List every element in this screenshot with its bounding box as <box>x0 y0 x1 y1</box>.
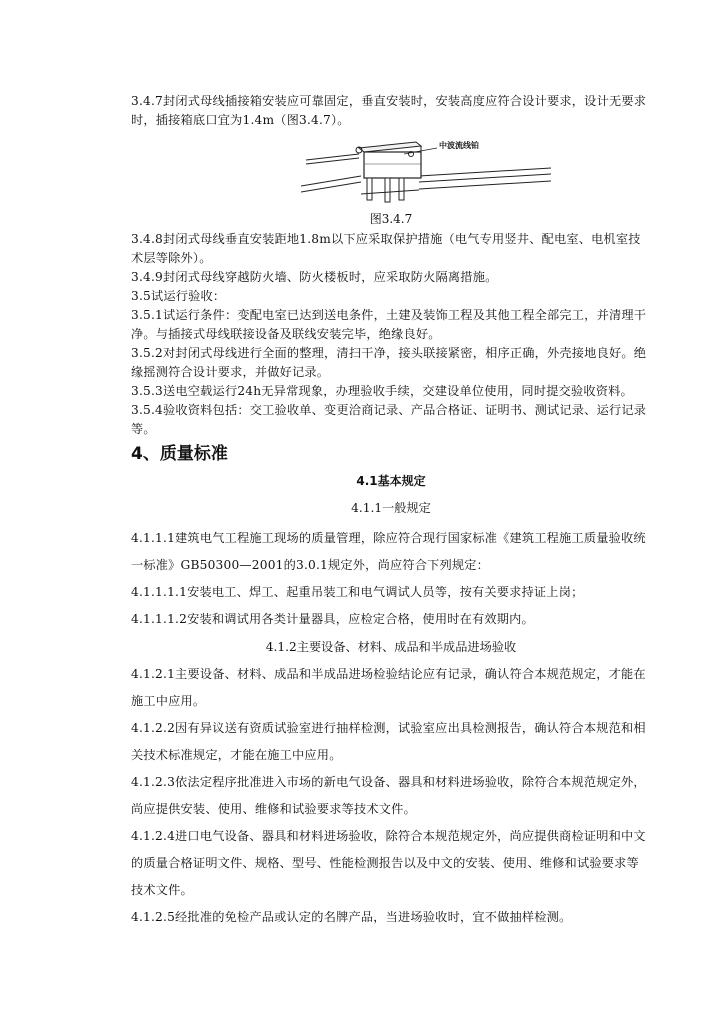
paragraph-4-1-1-1-1: 4.1.1.1.1安装电工、焊工、起重吊装工和电气调试人员等，按有关要求持证上岗； <box>131 585 584 599</box>
paragraph-3-4-7: 3.4.7封闭式母线插接箱安装应可靠固定，垂直安装时，安装高度应符合设计要求，设计无要求时，插接箱底口宜为1.4m（图3.4.7）。 <box>131 94 647 127</box>
paragraph-4-1-1-1-2: 4.1.1.1.2安装和调试用各类计量器具，应检定合格，使用时在有效期内。 <box>131 612 534 626</box>
paragraph-3-5-3: 3.5.3送电空载运行24h无异常现象，办理验收手续，交建设单位使用，同时提交验收资料。 <box>131 384 633 398</box>
subsubsection-title: 4.1.1一般规定 <box>351 501 431 515</box>
paragraph-3-4-8: 3.4.8封闭式母线垂直安装距地1.8m以下应采取保护措施（电气专用竖井、配电室、电机室技术层等除外）。 <box>131 232 641 265</box>
busway-plug-box-illustration <box>301 134 551 204</box>
figure-3-4-7 <box>131 134 651 204</box>
figure-caption: 图3.4.7 <box>369 212 413 226</box>
paragraph-4-1-2-3: 4.1.2.3依法定程序批准进入市场的新电气设备、器具和材料进场验收，除符合本规范规定外，尚应提供安装、使用、维修和试验要求等技术文件。 <box>131 775 646 816</box>
paragraph-3-5-4: 3.5.4验收资料包括：交工验收单、变更洽商记录、产品合格证、证明书、测试记录、运行记录等。 <box>131 403 647 436</box>
paragraph-3-4-9: 3.4.9封闭式母线穿越防火墙、防火楼板时，应采取防火隔离措施。 <box>131 270 498 284</box>
paragraph-4-1-2-5: 4.1.2.5经批准的免检产品或认定的名牌产品，当进场验收时，宜不做抽样检测。 <box>131 910 572 924</box>
subsection-title: 4.1基本规定 <box>356 474 426 488</box>
paragraph-4-1-2-1: 4.1.2.1主要设备、材料、成品和半成品进场检验结论应有记录，确认符合本规范规定，才能在施工中应用。 <box>131 667 646 708</box>
subsection-4-1-2-title: 4.1.2主要设备、材料、成品和半成品进场验收 <box>265 640 517 654</box>
paragraph-4-1-1-1: 4.1.1.1建筑电气工程施工现场的质量管理，除应符合现行国家标准《建筑工程施工质量验收统一标准》GB50300—2001的3.0.1规定外，尚应符合下列规定： <box>131 531 646 572</box>
document-content <box>131 92 651 931</box>
section-title: 4、质量标准 <box>131 444 228 464</box>
paragraph-4-1-2-2: 4.1.2.2因有异议送有资质试验室进行抽样检测，试验室应出具检测报告，确认符合本规范和相关技术标准规定，才能在施工中应用。 <box>131 721 646 762</box>
paragraph-3-5: 3.5试运行验收： <box>131 289 226 303</box>
paragraph-3-5-1: 3.5.1试运行条件：变配电室已达到送电条件，土建及装饰工程及其他工程全部完工，并清理干净。与插接式母线联接设备及联线安装完毕，绝缘良好。 <box>131 308 647 341</box>
paragraph-3-5-2: 3.5.2对封闭式母线进行全面的整理，清扫干净，接头联接紧密，相序正确，外壳接地良好。绝缘摇测符合设计要求，并做好记录。 <box>131 346 647 379</box>
paragraph-4-1-2-4: 4.1.2.4进口电气设备、器具和材料进场验收，除符合本规范规定外，尚应提供商检证明和中文的质量合格证明文件、规格、型号、性能检测报告以及中文的安装、使用、维修和试验要求等技术文件。 <box>131 829 646 897</box>
figure-label: 中波流线铂 <box>439 141 479 150</box>
